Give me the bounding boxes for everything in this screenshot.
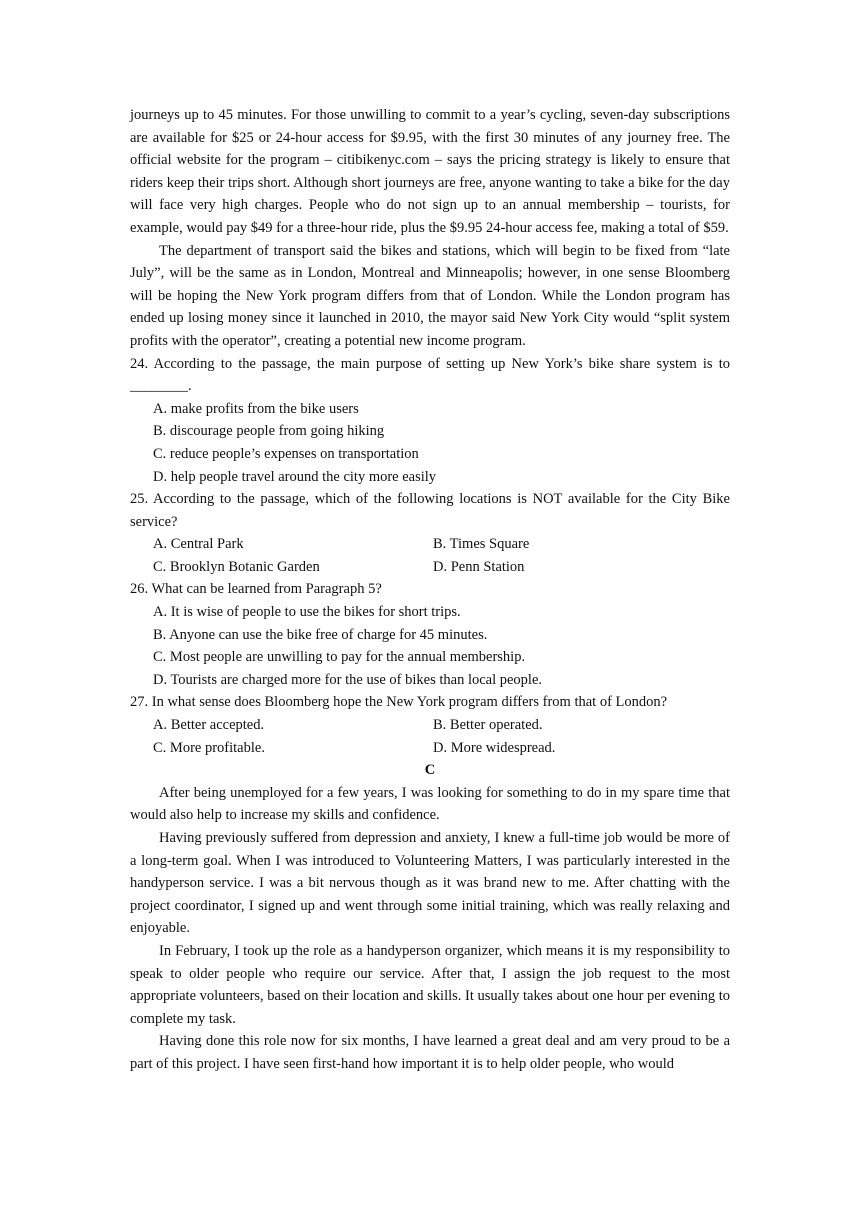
passage-b-paragraph: The department of transport said the bikes and stations, which will begin to be fixed from “late July”, will be the same as in London, Montreal and Minneapolis; however, in one sense Bloomberg will be hoping the New York program differs from that of London. While the London program has ended up losing money since it launched in 2010, the mayor said New York City would “split system profits with the operator”, creating a potential new income program.	[130, 242, 730, 349]
passage-c-paragraph: In February, I took up the role as a handyperson organizer, which means it is my responsibility to speak to older people who require our service. After that, I assign the job request to the most appropriate volunteers, based on their location and skills. It usually takes about one hour per evening to complete my task.	[130, 942, 730, 1027]
option-b: B. discourage people from going hiking	[153, 423, 385, 440]
question-stem: 26. What can be learned from Paragraph 5?	[130, 581, 382, 598]
option-row	[130, 556, 730, 579]
option-row	[130, 533, 730, 556]
question-stem: 25. According to the passage, which of the following locations is NOT available for the City Bike service?	[130, 491, 730, 530]
passage-c-paragraph: Having done this role now for six months, I have learned a great deal and am very proud to be a part of this project. I have seen first-hand how important it is to help older people, who would	[130, 1033, 730, 1072]
passage-c-paragraph: After being unemployed for a few years, I was looking for something to do in my spare time that would also help to increase my skills and confidence.	[130, 784, 730, 824]
option-b: B. Better operated.	[433, 717, 543, 734]
question-25	[130, 488, 730, 578]
passage-b-paragraph: journeys up to 45 minutes. For those unwilling to commit to a year’s cycling, seven-day subscriptions are available for $25 or 24-hour access for $9.95, with the first 30 minutes of any journey free. The official website for the program – citibikenyc.com – says the pricing strategy is likely to ensure that riders keep their trips short. Although short journeys are free, anyone wanting to take a bike for the day will face very high charges. People who do not sign up to an annual membership – tourists, for example, would pay $49 for a three-hour ride, plus the $9.95 24-hour access fee, making a total of $59.	[130, 107, 730, 236]
option-d: D. More widespread.	[433, 739, 556, 756]
option-b: B. Anyone can use the bike free of charge for 45 minutes.	[153, 626, 488, 643]
option-c: C. reduce people’s expenses on transportation	[153, 445, 419, 462]
option-a: A. It is wise of people to use the bikes for short trips.	[153, 604, 461, 621]
question-26	[130, 578, 730, 691]
option-c: C. Brooklyn Botanic Garden	[153, 558, 320, 575]
passage-c-paragraph: Having previously suffered from depression and anxiety, I knew a full-time job would be more of a long-term goal. When I was introduced to Volunteering Matters, I was particularly interested in the handyperson service. I was a bit nervous though as it was brand new to me. After chatting with the project coordinator, I signed up and went through some initial training, which was really relaxing and enjoyable.	[130, 830, 730, 937]
option-c: C. Most people are unwilling to pay for the annual membership.	[153, 649, 526, 666]
option-a: A. make profits from the bike users	[153, 400, 359, 417]
question-24	[130, 353, 730, 489]
question-27	[130, 691, 730, 759]
option-d: D. Penn Station	[433, 558, 525, 575]
option-a: A. Central Park	[153, 536, 244, 553]
option-b: B. Times Square	[433, 536, 530, 553]
option-d: D. help people travel around the city more easily	[153, 468, 437, 485]
question-stem: 27. In what sense does Bloomberg hope the New York program differs from that of London?	[130, 694, 668, 711]
option-a: A. Better accepted.	[153, 717, 265, 734]
option-c: C. More profitable.	[153, 739, 265, 756]
section-heading: C	[424, 762, 436, 779]
document-page	[130, 104, 730, 1076]
option-d: D. Tourists are charged more for the use of bikes than local people.	[153, 671, 543, 688]
option-row	[130, 737, 730, 760]
option-row	[130, 714, 730, 737]
question-stem: 24. According to the passage, the main purpose of setting up New York’s bike share system is to ________.	[130, 355, 730, 395]
